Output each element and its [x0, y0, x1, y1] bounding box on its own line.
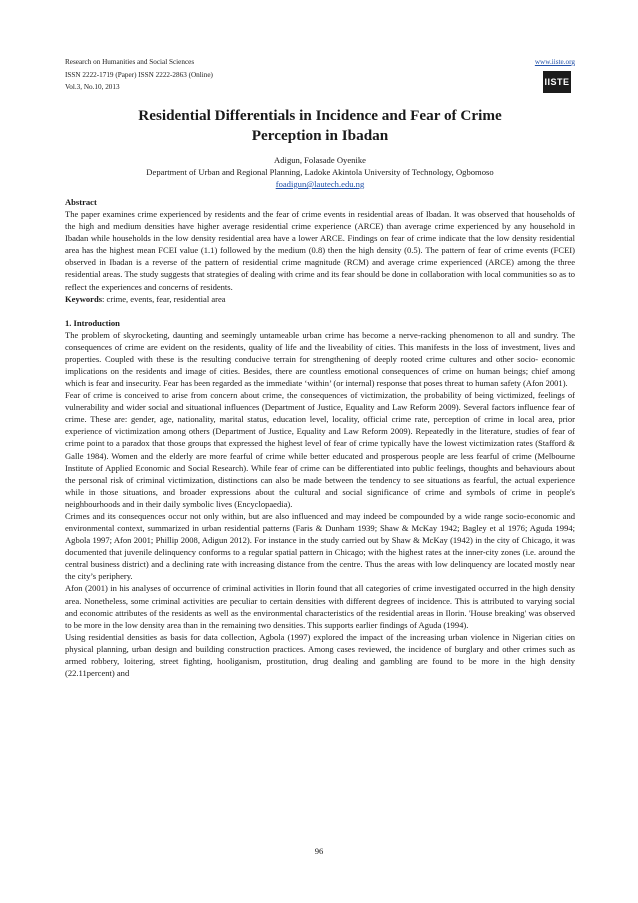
paper-title [65, 106, 575, 146]
author-block [65, 154, 575, 190]
intro-paragraph-3: Crimes and its consequences occur not only within, but are also influenced and may indeed be compounded by a wide range socio-economic and environmental context, summarized in urban residential patterns (Faris & Dunham 1939; Shaw & McKay 1942; Bagley et al 1976; Aguda 1994; Agbola 1997; Afon 2001; Phillip 2008, Adigun 2012). For instance in the study carried out by Shaw & McKay (1942) in the city of Chicago, it was documented that juvenile delinquency conforms to a regular spatial pattern in Chicago; with the highest rates at the inner-city zones (i.e. around the central business district) and a declining rate with increasing distance from the centre. Thus the areas with low delinquency are located mostly near the city’s periphery. [65, 510, 575, 582]
title-line-1: Residential Differentials in Incidence and Fear of Crime [138, 107, 502, 124]
journal-volume: Vol.3, No.10, 2013 [65, 83, 120, 91]
keywords-text: : crime, events, fear, residential area [102, 293, 226, 304]
paper-body [65, 196, 575, 679]
author-email-link[interactable]: foadigun@lautech.edu.ng [275, 179, 365, 189]
journal-issn: ISSN 2222-1719 (Paper) ISSN 2222-2863 (Online) [65, 70, 213, 79]
page-number: 96 [314, 846, 324, 856]
introduction-heading: 1. Introduction [65, 317, 120, 328]
title-line-2: Perception in Ibadan [251, 127, 389, 144]
keywords-label: Keywords [65, 293, 103, 304]
author-affiliation: Department of Urban and Regional Planning, Ladoke Akintola University of Technology, Ogbomoso [146, 167, 494, 177]
journal-header [65, 56, 575, 94]
abstract-heading: Abstract [65, 197, 97, 207]
spacer [65, 305, 575, 317]
author-name: Adigun, Folasade Oyenike [274, 155, 366, 165]
intro-paragraph-5: Using residential densities as basis for data collection, Agbola (1997) explored the impact of the increasing urban violence in Nigerian cities on physical planning, urban design and building construction practices. Among cases reviewed, the incidence of burglary and other crimes such as armed robbery, loitering, street fighting, hooliganism, prostitution, drug dealing and gambling are found to be more in the high density (22.11percent) and [65, 631, 575, 678]
intro-paragraph-2: Fear of crime is conceived to arise from concern about crime, the consequences of victimization, the probability of being victimized, feelings of vulnerability and wider social and situational influences (Department of Justice, Equality and Law Reform 2009). Several factors influence fear of crime. These are: gender, age, nationality, marital status, education level, locality, official crime rate, perception of crime in local area, prior experience of victimization among others (Department of Justice, Equality and Law Reform 2009). Repeatedly in the literature, studies of fear of crime point to a paradox that those groups that expressed the highest level of fear of crime typically have the lowest victimization rates (Stafford & Galle 1984). Women and the elderly are more fearful of crime while better educated and prosperous people are less fearful of crime (Melbourne Institute of Applied Economic and Social Research). While fear of crime can be differentiated into public feelings, thoughts and behaviours about the personal risk of criminal victimization, distinctions can also be made between the tendency to see situations as fearful, the actual experience while in those situations, and broader expressions about the cultural and social significance of crime and symbols of crime in people's neighbourhoods and in their daily symbolic lives (Encyclopaedia). [65, 390, 575, 509]
journal-name: Research on Humanities and Social Sciences [65, 58, 195, 66]
iiste-logo [543, 71, 571, 93]
iiste-logo-text: IISTE [543, 71, 571, 93]
journal-url-link[interactable]: www.iiste.org [534, 58, 575, 66]
intro-paragraph-1: The problem of skyrocketing, daunting and seemingly untameable urban crime has become a nerve-racking phenomenon to all and sundry. The consequences of crime are evident on the residents, quality of life and the liveability of cities. This manifests in the loss of investment, lives and properties. Coupled with these is the resulting conducive terrain for strengthening of deeply rooted crime cultures and other socio- economic implications on the residents and image of cities. Besides, there are countless emotional consequences of crime on human beings; chief among which is fear and insecurity. Fear has been regarded as the immediate ‘within’ (or internal) response that poses threat to human safety (Afon 2001). [65, 329, 575, 389]
intro-paragraph-4: Afon (2001) in his analyses of occurrence of criminal activities in Ilorin found that all categories of crime investigated occurred in the high density area. Nonetheless, some criminal activities are peculiar to certain densities with different degrees of incidence. This is attributed to varying social and economic attributes of the residents as well as the environmental characteristics of the residential areas in Ilorin. 'House breaking' was observed to be more in the low density area than in the remaining two densities. This supports earlier findings of Aguda (1994). [65, 583, 575, 630]
keywords-line [65, 293, 575, 305]
abstract-text: The paper examines crime experienced by residents and the fear of crime events in residential areas of Ibadan. It was observed that households of the high and medium densities have higher average residential crime experience (ARCE) than average crime experienced by any household in Ibadan while households in the low density residential area have a lower ARCE. Findings on fear of crime indicate that the low density residential area has the highest mean FCEI value (1.1) followed by the medium (0.8) then the high density (0.5). The pattern of fear of crime events (FCEI) observed in Ibadan is a reverse of the pattern of residential crime magnitude (RCM) and average crime experienced (ARCE) among the three residential areas. The study suggests that strategies of dealing with crime and its fear should be done in collaboration with local communities so as to reflect the experiences and concerns of residents. [65, 209, 575, 292]
